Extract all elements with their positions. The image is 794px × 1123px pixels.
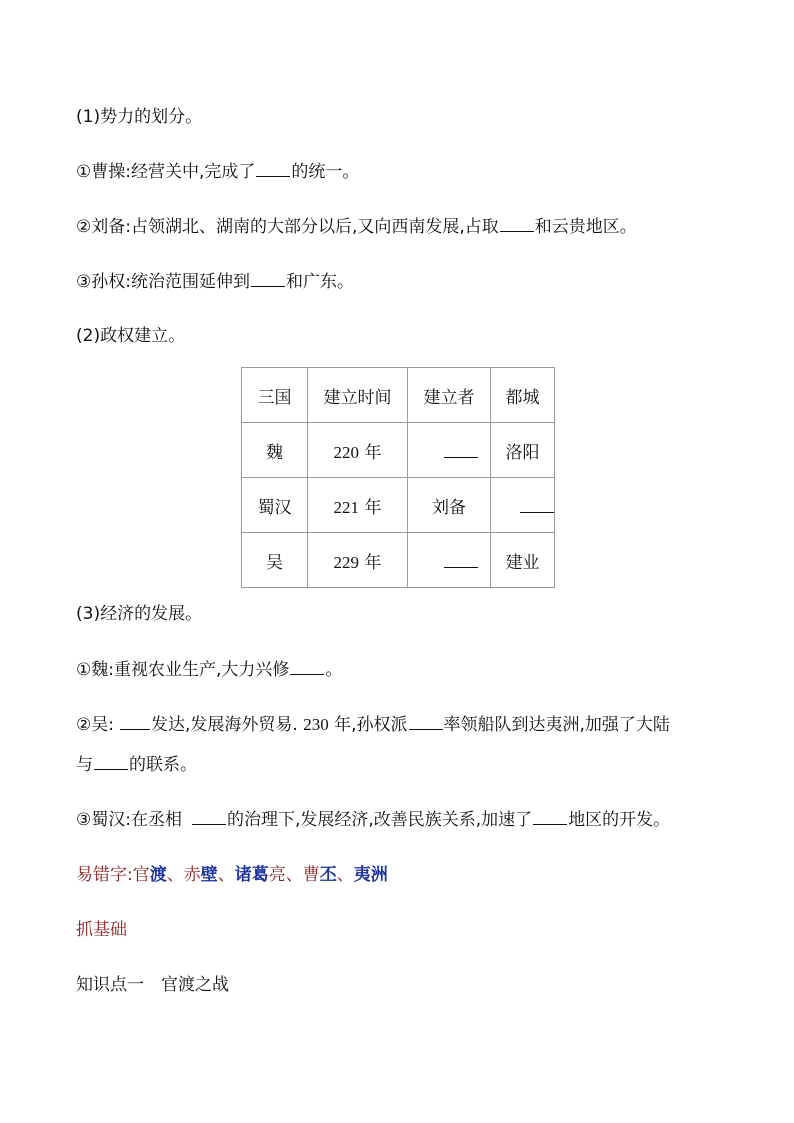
fill-blank[interactable] bbox=[256, 160, 290, 177]
header-cell: 都城 bbox=[491, 368, 555, 423]
sun-pre: ③孙权:统治范围延伸到 bbox=[76, 272, 250, 292]
fill-blank[interactable] bbox=[444, 437, 478, 458]
typo-bold: 丕 bbox=[319, 865, 337, 885]
wu-line2-post: 的联系。 bbox=[129, 755, 197, 775]
state-cell: 魏 bbox=[242, 423, 308, 478]
wei-line bbox=[76, 658, 342, 681]
knowledge-point: 知识点一 官渡之战 bbox=[76, 975, 229, 995]
table-row bbox=[242, 423, 555, 478]
table-row bbox=[242, 478, 555, 533]
shu-pre: ③蜀汉:在丞相 bbox=[76, 810, 182, 830]
fill-blank[interactable] bbox=[500, 215, 534, 232]
typo-bold: 诸葛 bbox=[234, 865, 269, 885]
header-cell: 三国 bbox=[242, 368, 308, 423]
fill-blank[interactable] bbox=[533, 808, 567, 825]
state-cell: 吴 bbox=[242, 533, 308, 588]
wu-line bbox=[76, 713, 670, 736]
fill-blank[interactable] bbox=[192, 808, 226, 825]
fill-blank[interactable] bbox=[94, 753, 128, 770]
founder-cell: 刘备 bbox=[408, 478, 491, 533]
typo-hint: 易错字:官渡、赤壁、诸葛亮、曹丕、夷洲 bbox=[76, 865, 388, 885]
typo-bold: 壁 bbox=[200, 865, 218, 885]
wu-line2-pre: 与 bbox=[76, 755, 93, 775]
fill-blank[interactable] bbox=[120, 713, 150, 730]
three-kingdoms-table bbox=[241, 367, 555, 588]
fill-blank[interactable] bbox=[290, 658, 324, 675]
shu-mid: 的治理下,发展经济,改善民族关系,加速了 bbox=[226, 810, 533, 830]
capital-cell[interactable] bbox=[491, 478, 555, 533]
wu-mid2: 年,孙权派 bbox=[334, 715, 408, 735]
liu-bei-line bbox=[76, 215, 637, 238]
capital-cell: 建业 bbox=[491, 533, 555, 588]
state-cell: 蜀汉 bbox=[242, 478, 308, 533]
year-cell: 220 年 bbox=[308, 423, 408, 478]
cao-pre: ①曹操:经营关中,完成了 bbox=[76, 162, 256, 182]
wei-pre: ①魏:重视农业生产,大力兴修 bbox=[76, 660, 290, 680]
part3-heading: (3)经济的发展。 bbox=[76, 604, 203, 624]
cao-cao-line bbox=[76, 160, 359, 183]
part1-heading: (1)势力的划分。 bbox=[76, 107, 203, 127]
year-cell: 229 年 bbox=[308, 533, 408, 588]
section-title: 抓基础 bbox=[76, 920, 127, 940]
cao-post: 的统一。 bbox=[291, 162, 360, 182]
typo-bold: 夷洲 bbox=[353, 865, 388, 885]
part2-heading: (2)政权建立。 bbox=[76, 326, 186, 346]
typo-label: 易错字: bbox=[76, 865, 133, 885]
wu-year: 230 bbox=[303, 715, 329, 734]
table-row bbox=[242, 533, 555, 588]
shu-line bbox=[76, 808, 670, 831]
header-cell: 建立时间 bbox=[308, 368, 408, 423]
year-cell: 221 年 bbox=[308, 478, 408, 533]
capital-cell: 洛阳 bbox=[491, 423, 555, 478]
fill-blank[interactable] bbox=[251, 270, 285, 287]
sun-post: 和广东。 bbox=[285, 272, 354, 292]
sun-quan-line bbox=[76, 270, 354, 293]
shu-post: 地区的开发。 bbox=[568, 810, 671, 830]
founder-cell[interactable] bbox=[408, 423, 491, 478]
header-cell: 建立者 bbox=[408, 368, 491, 423]
liu-pre: ②刘备:占领湖北、湖南的大部分以后,又向西南发展,占取 bbox=[76, 217, 499, 237]
fill-blank[interactable] bbox=[444, 547, 478, 568]
wei-post: 。 bbox=[325, 660, 343, 680]
liu-post: 和云贵地区。 bbox=[534, 217, 637, 237]
wu-mid1: 发达,发展海外贸易. bbox=[150, 715, 298, 735]
fill-blank[interactable] bbox=[520, 492, 554, 513]
typo-bold: 渡 bbox=[149, 865, 167, 885]
wu-line-2 bbox=[76, 753, 197, 776]
wu-mid3: 率领船队到达夷洲,加强了大陆 bbox=[443, 715, 670, 735]
table-header-row bbox=[242, 368, 555, 423]
wu-pre: ②吴: bbox=[76, 715, 114, 735]
founder-cell[interactable] bbox=[408, 533, 491, 588]
fill-blank[interactable] bbox=[409, 713, 443, 730]
